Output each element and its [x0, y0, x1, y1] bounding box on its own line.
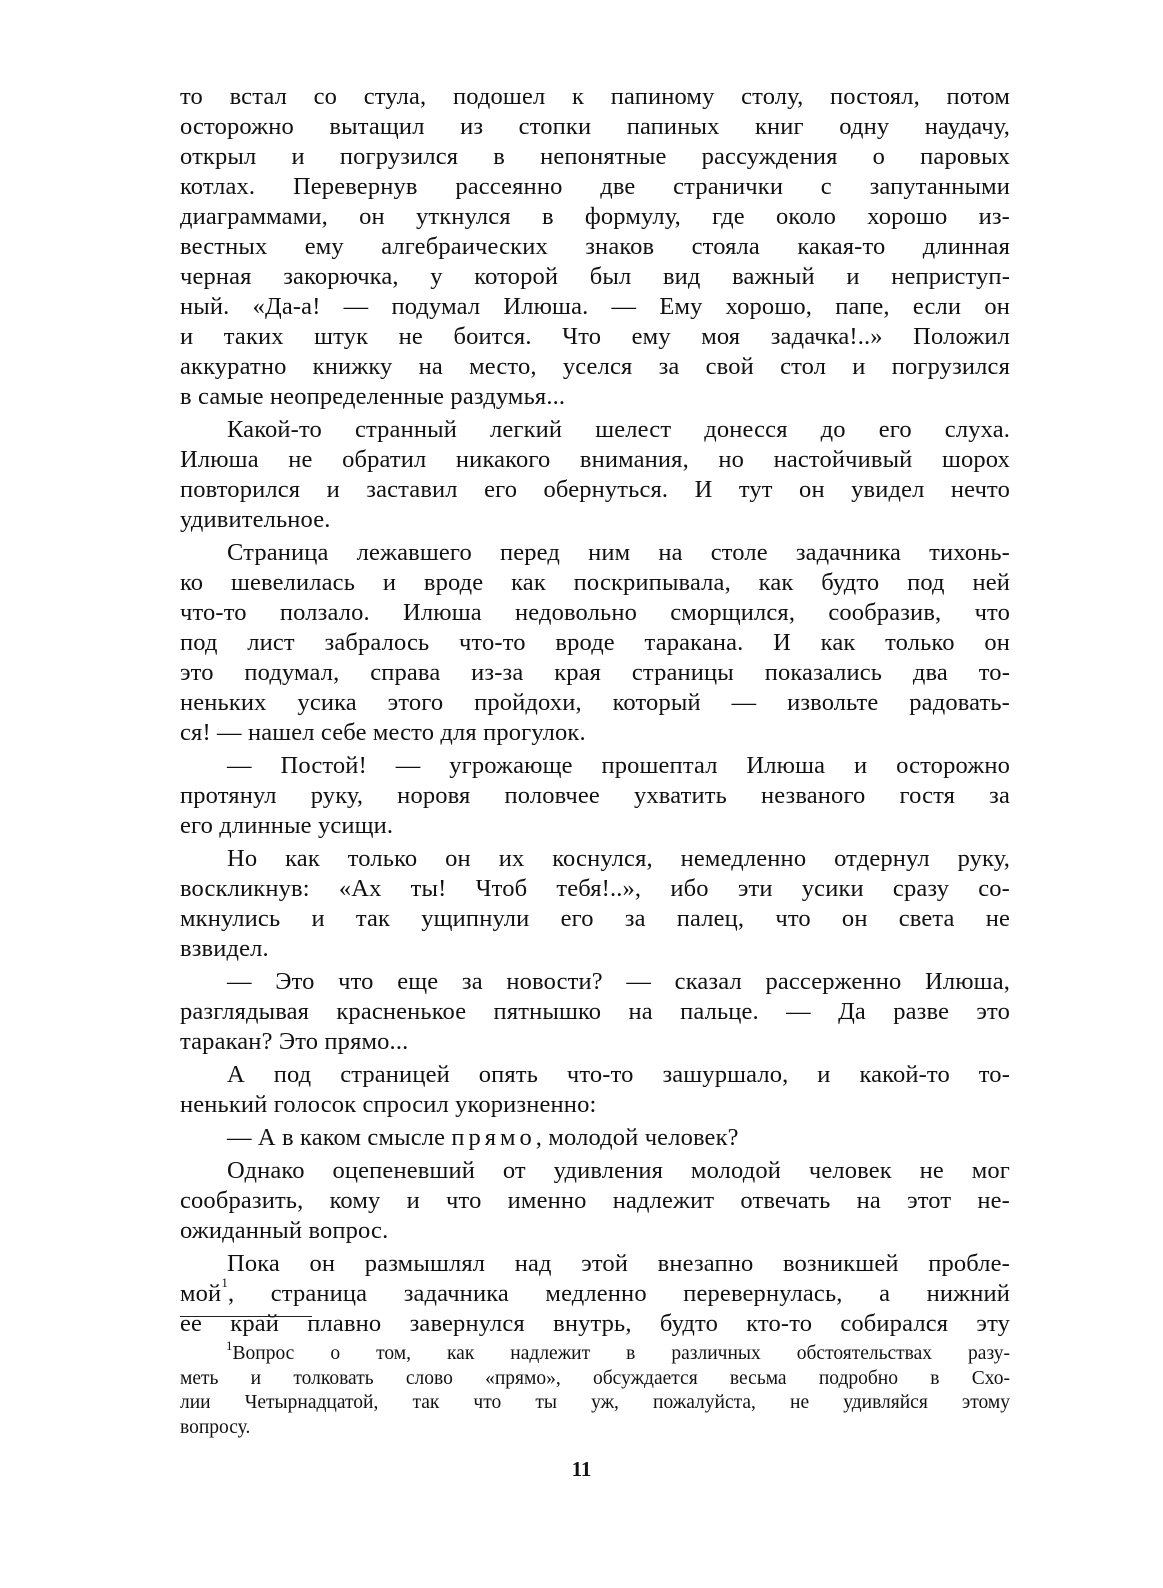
text-line: таракан? Это прямо...: [180, 1028, 409, 1055]
text-line: — Это что еще за новости? — сказал рассерженно Илюша,: [227, 968, 1010, 995]
main-text: [180, 82, 1010, 1339]
footnote-line: лии Четырнадцатой, так что ты уж, пожалуйста, не удивляйся этому: [180, 1392, 1010, 1413]
text-line: ся! — нашел себе место для прогулок.: [180, 719, 586, 746]
page-number: 11: [571, 1457, 592, 1481]
text-line: А под страницей опять что-то зашуршало, и какой-то то-: [227, 1061, 1010, 1088]
text-line: ный. «Да-а! — подумал Илюша. — Ему хорошо, папе, если он: [180, 293, 1010, 320]
paragraph: [180, 82, 1010, 412]
text-line: вестных ему алгебраических знаков стояла какая-то длинная: [180, 233, 1010, 260]
text-line: удивительное.: [180, 506, 331, 533]
text-span: мой: [180, 1280, 222, 1307]
text-line: под лист забралось что-то вроде таракана. И как только он: [180, 629, 1010, 656]
text-line: неньких усика этого пройдохи, который — извольте радовать-: [180, 689, 1010, 716]
text-line: ненький голосок спросил укоризненно:: [180, 1091, 597, 1118]
text-line: [180, 1275, 1010, 1309]
text-line: это подумал, справа из-за края страницы показались два то-: [180, 659, 1010, 686]
text-line: что-то ползало. Илюша недовольно сморщился, сообразив, что: [180, 599, 1010, 626]
paragraph: [180, 1249, 1010, 1339]
text-line: то встал со стула, подошел к папиному столу, постоял, потом: [180, 83, 1010, 110]
text-line: Страница лежавшего перед ним на столе задачника тихонь-: [227, 539, 1010, 566]
footnote-marker: 1: [226, 1338, 233, 1353]
footnote-line: вопросу.: [180, 1416, 251, 1438]
text-line: диаграммами, он уткнулся в формулу, где около хорошо из-: [180, 203, 1010, 230]
text-line: котлах. Перевернув рассеянно две странички с запутанными: [180, 173, 1010, 200]
text-line: аккуратно книжку на место, уселся за свой стол и погрузился: [180, 353, 1010, 380]
text-line: мкнулись и так ущипнули его за палец, что он света не: [180, 905, 1010, 932]
text-line: Но как только он их коснулся, немедленно отдернул руку,: [227, 845, 1010, 872]
paragraph: [180, 415, 1010, 535]
text-line: воскликнув: «Ах ты! Чтоб тебя!..», ибо эти усики сразу со-: [180, 875, 1010, 902]
paragraph: [180, 844, 1010, 964]
text-line: черная закорючка, у которой был вид важный и неприступ-: [180, 263, 1010, 290]
text-line: открыл и погрузился в непонятные рассуждения о паровых: [180, 143, 1010, 170]
text-line: осторожно вытащил из стопки папиных книг одну наудачу,: [180, 113, 1010, 140]
text-line: Пока он размышлял над этой внезапно возникшей пробле-: [227, 1250, 1010, 1277]
emphasized-word: прямо: [451, 1124, 536, 1151]
text-line: взвидел.: [180, 935, 269, 962]
text-span: , страница задачника медленно перевернулась, а нижний: [227, 1280, 1010, 1307]
text-line: повторился и заставил его обернуться. И тут он увидел нечто: [180, 476, 1010, 503]
paragraph: [180, 1060, 1010, 1120]
text-line: Илюша не обратил никакого внимания, но настойчивый шорох: [180, 446, 1010, 473]
paragraph: [180, 1156, 1010, 1246]
text-span: — А в каком смысле: [227, 1124, 452, 1151]
text-line: ожиданный вопрос.: [180, 1217, 389, 1244]
text-line: ко шевелилась и вроде как поскрипывала, как будто под ней: [180, 569, 1010, 596]
text-line: [180, 1123, 1010, 1153]
text-line: в самые неопределенные раздумья...: [180, 383, 566, 410]
paragraph: [180, 751, 1010, 841]
footnote-line: [180, 1338, 1010, 1367]
paragraph: [180, 538, 1010, 748]
footnote-divider: [180, 1316, 312, 1317]
text-line: Какой-то странный легкий шелест донесся до его слуха.: [227, 416, 1010, 443]
text-line: ее край плавно завернулся внутрь, будто кто-то собирался эту: [180, 1310, 1010, 1337]
text-span: Вопрос о том, как надлежит в различных обстоятельствах разу-: [232, 1343, 1010, 1364]
text-line: разглядывая красненькое пятнышко на пальце. — Да разве это: [180, 998, 1010, 1025]
paragraph: [180, 1123, 1010, 1153]
text-line: сообразить, кому и что именно надлежит отвечать на этот не-: [180, 1187, 1010, 1214]
footnote-reference[interactable]: 1: [221, 1275, 228, 1290]
text-span: , молодой человек?: [535, 1124, 739, 1151]
text-line: Однако оцепеневший от удивления молодой человек не мог: [227, 1157, 1010, 1184]
text-line: протянул руку, норовя половчее ухватить незваного гостя за: [180, 782, 1010, 809]
text-line: его длинные усищи.: [180, 812, 394, 839]
text-line: и таких штук не боится. Что ему моя задачка!..» Положил: [180, 323, 1010, 350]
footnote: [180, 1338, 1010, 1440]
paragraph: [180, 967, 1010, 1057]
text-line: — Постой! — угрожающе прошептал Илюша и осторожно: [227, 752, 1010, 779]
footnote-line: меть и толковать слово «прямо», обсуждается весьма подробно в Схо-: [180, 1367, 1010, 1389]
